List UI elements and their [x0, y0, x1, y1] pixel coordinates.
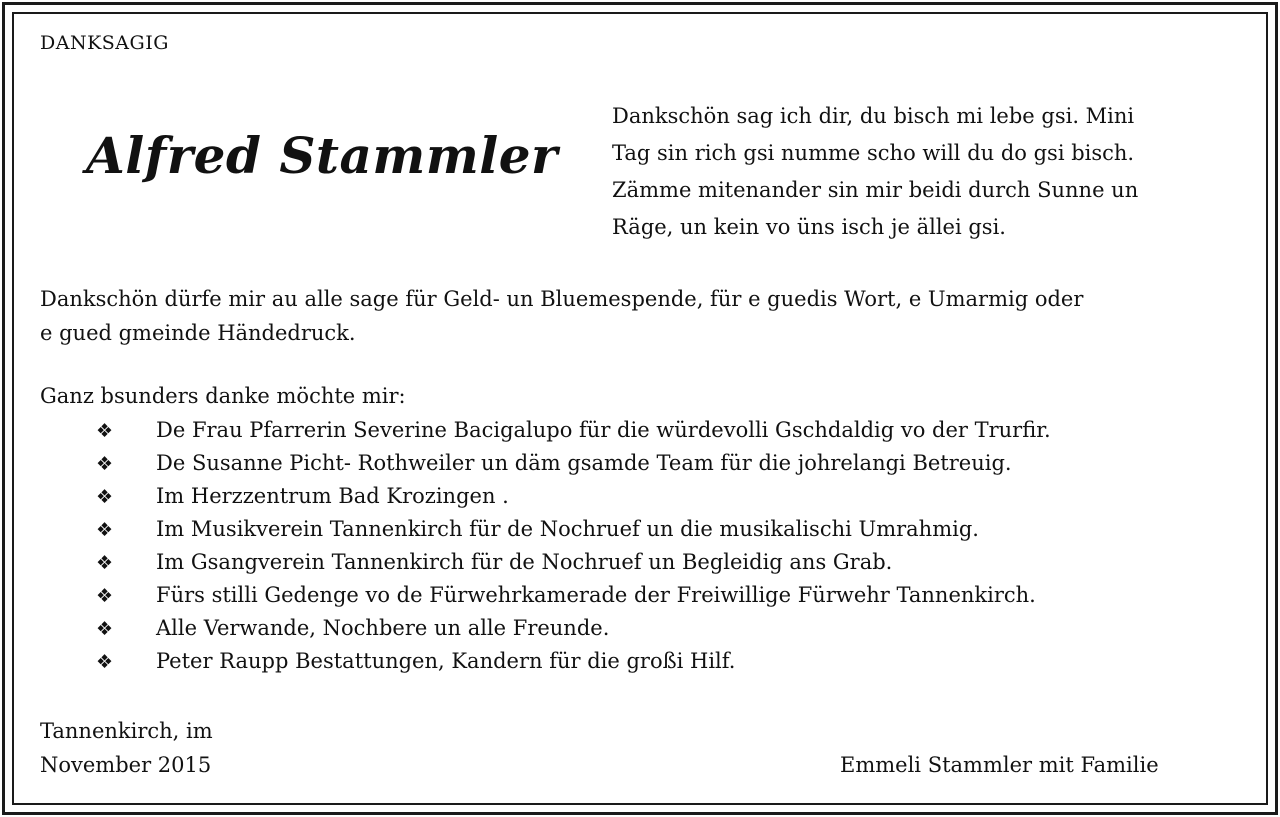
notice-heading: DANKSAGIG: [40, 32, 169, 54]
list-item: [96, 447, 1051, 480]
family-signature: Emmeli Stammler mit Familie: [840, 753, 1159, 777]
place-line: Tannenkirch, im: [40, 719, 213, 743]
poem-line: Zämme mitenander sin mir beidi durch Sunne un: [612, 178, 1139, 202]
list-item: [96, 579, 1051, 612]
deceased-name: Alfred Stammler: [86, 126, 558, 185]
date-line: November 2015: [40, 753, 212, 777]
list-item-text: Peter Raupp Bestattungen, Kandern für die großi Hilf.: [156, 649, 736, 673]
diamond-bullet-icon: ❖: [96, 519, 114, 541]
poem-line: Räge, un kein vo üns isch je ällei gsi.: [612, 215, 1006, 239]
poem-line: Dankschön sag ich dir, du bisch mi lebe gsi. Mini: [612, 104, 1135, 128]
list-item-text: Im Gsangverein Tannenkirch für de Nochruef un Begleidig ans Grab.: [156, 550, 893, 574]
list-item-text: Alle Verwande, Nochbere un alle Freunde.: [156, 616, 610, 640]
list-item: [96, 546, 1051, 579]
poem: [612, 98, 1252, 246]
list-item-text: Fürs stilli Gedenge vo de Fürwehrkamerade der Freiwillige Fürwehr Tannenkirch.: [156, 583, 1036, 607]
list-item-text: De Susanne Picht- Rothweiler un däm gsamde Team für die johrelangi Betreuig.: [156, 451, 1012, 475]
thanks-line: e gued gmeinde Händedruck.: [40, 321, 356, 345]
poem-line: Tag sin rich gsi numme scho will du do gsi bisch.: [612, 141, 1135, 165]
list-item: [96, 414, 1051, 447]
list-item: [96, 513, 1051, 546]
list-item: [96, 612, 1051, 645]
special-thanks-intro: Ganz bsunders danke möchte mir:: [40, 384, 406, 408]
list-item: [96, 480, 1051, 513]
special-thanks-list: [96, 414, 1051, 678]
diamond-bullet-icon: ❖: [96, 453, 114, 475]
list-item-text: De Frau Pfarrerin Severine Bacigalupo für die würdevolli Gschdaldig vo der Trurfir.: [156, 418, 1051, 442]
diamond-bullet-icon: ❖: [96, 585, 114, 607]
diamond-bullet-icon: ❖: [96, 552, 114, 574]
place-date: [40, 714, 213, 782]
diamond-bullet-icon: ❖: [96, 618, 114, 640]
diamond-bullet-icon: ❖: [96, 651, 114, 673]
thanks-line: Dankschön dürfe mir au alle sage für Geld- un Bluemespende, für e guedis Wort, e Umarmig oder: [40, 287, 1084, 311]
general-thanks: [40, 282, 1255, 350]
diamond-bullet-icon: ❖: [96, 486, 114, 508]
list-item-text: Im Herzzentrum Bad Krozingen .: [156, 484, 509, 508]
diamond-bullet-icon: ❖: [96, 420, 114, 442]
list-item-text: Im Musikverein Tannenkirch für de Nochruef un die musikalischi Umrahmig.: [156, 517, 979, 541]
list-item: [96, 645, 1051, 678]
